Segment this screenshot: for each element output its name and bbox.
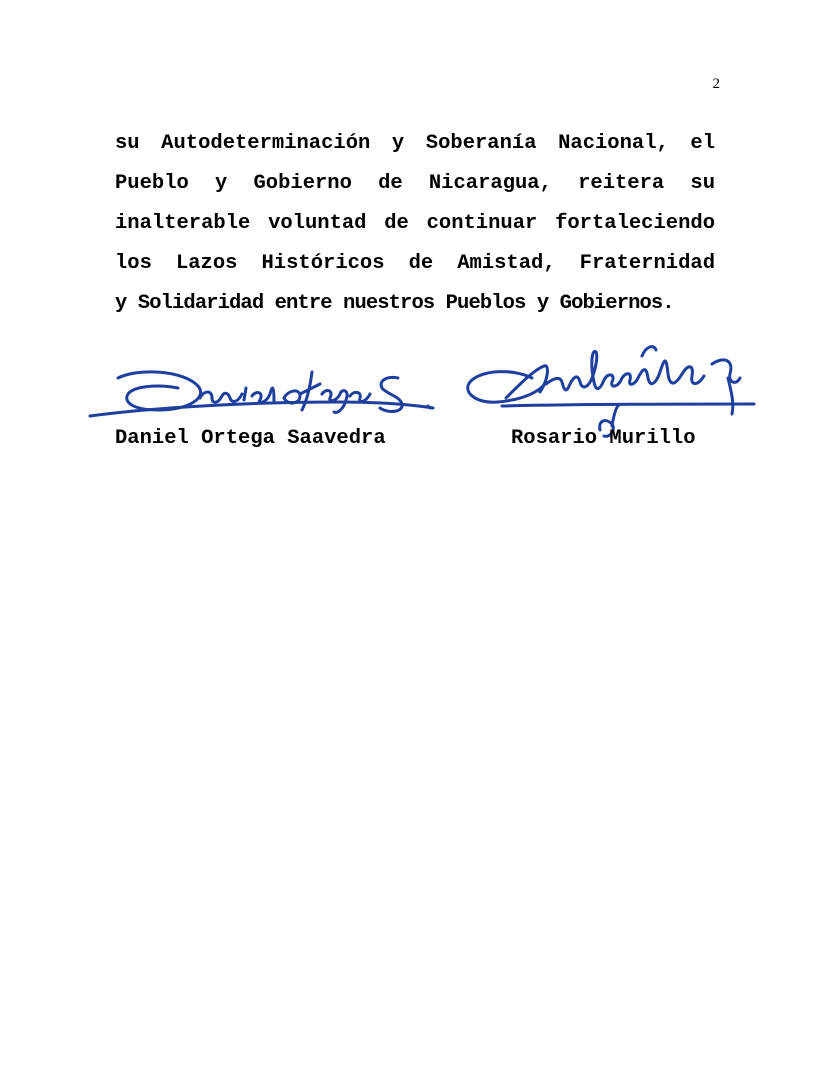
body-line: inalterable voluntad de continuar fortaleciendo: [115, 212, 715, 235]
body-line: los Lazos Históricos de Amistad, Fraternidad: [115, 252, 715, 275]
body-line: y Solidaridad entre nuestros Pueblos y Gobiernos.: [115, 292, 674, 315]
body-paragraph: [115, 128, 715, 328]
body-line: Pueblo y Gobierno de Nicaragua, reitera su: [115, 172, 715, 195]
signer-name-rosario-murillo: Rosario Murillo: [511, 427, 696, 450]
signature-daniel-ortega: [88, 358, 448, 428]
page-number: 2: [712, 76, 720, 92]
signer-name-daniel-ortega: Daniel Ortega Saavedra: [115, 427, 386, 450]
body-line: su Autodeterminación y Soberanía Nacional, el: [115, 132, 715, 155]
